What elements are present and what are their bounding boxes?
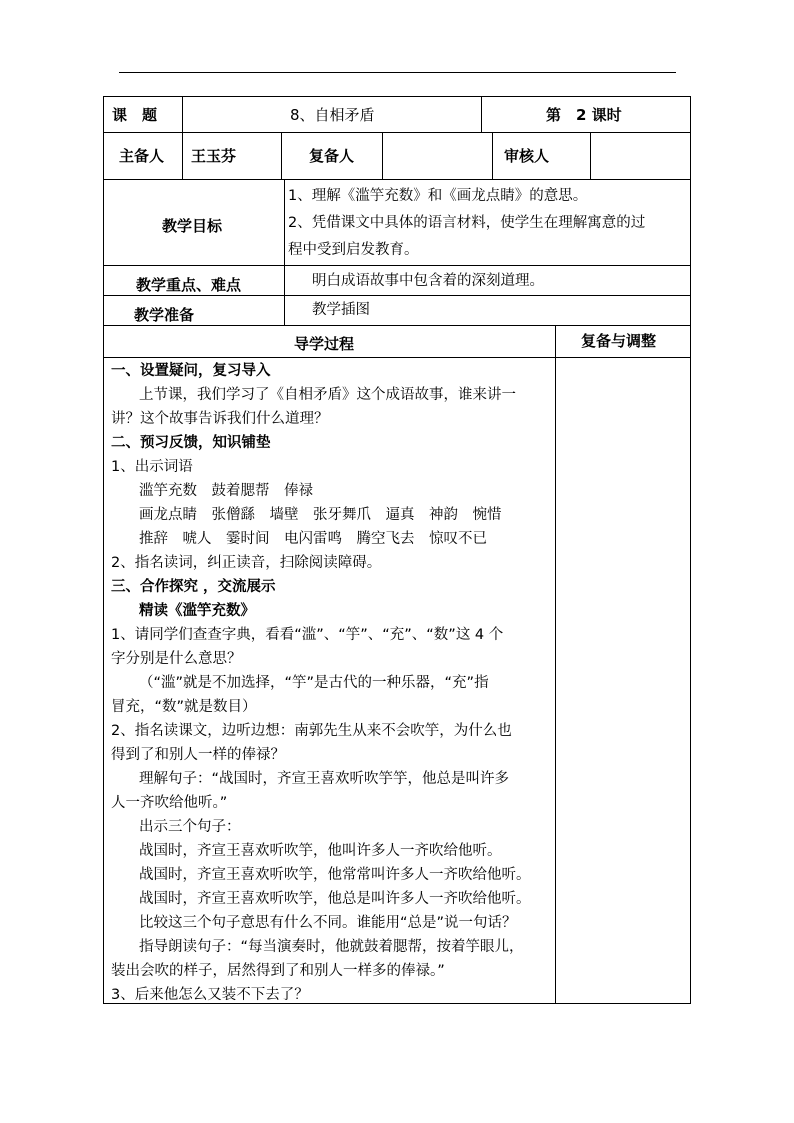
row-divider <box>104 357 690 358</box>
process-line: 战国时，齐宣王喜欢听吹竽，他叫许多人一齐吹给他听。 <box>139 843 502 859</box>
row-divider <box>104 325 690 326</box>
process-line: （“滥”就是不加选择，“竽”是古代的一种乐器，“充”指 <box>139 675 489 691</box>
process-line: 3、后来他怎么又装不下去了？ <box>111 987 309 1003</box>
header-rule <box>119 72 676 73</box>
process-line: 1、出示词语 <box>111 459 193 475</box>
keypoints-text: 明白成语故事中包含着的深刻道理。 <box>312 273 544 289</box>
row-divider <box>104 179 690 180</box>
main-preparer-label: 主备人 <box>119 147 165 165</box>
process-line: 讲？这个故事告诉我们什么道理？ <box>111 411 329 427</box>
row-divider <box>104 295 690 296</box>
process-line: 比较这三个句子意思有什么不同。谁能用“总是”说一句话？ <box>139 915 517 931</box>
objective-item: 2、凭借课文中具体的语言材料，使学生在理解寓意的过 <box>288 215 646 231</box>
process-line: 推辞 唬人 霎时间 电闪雷鸣 腾空飞去 惊叹不已 <box>139 531 487 547</box>
lesson-title: 8、自相矛盾 <box>290 106 375 124</box>
lesson-label: 课 题 <box>112 106 158 124</box>
prep-text: 教学插图 <box>312 302 370 318</box>
process-line: 得到了和别人一样的俸禄？ <box>111 747 285 763</box>
main-preparer-name: 王玉芬 <box>191 147 237 165</box>
keypoints-label: 教学重点、难点 <box>136 276 242 294</box>
col-divider <box>182 132 183 179</box>
process-line: 2、指名读课文，边听边想：南郭先生从来不会吹竽，为什么也 <box>111 723 512 739</box>
co-preparer-label: 复备人 <box>309 147 355 165</box>
process-line: 指导朗读句子：“每当演奏时，他就鼓着腮帮，按着竽眼儿， <box>139 939 524 955</box>
process-line: 装出会吹的样子，居然得到了和别人一样多的俸禄。” <box>111 963 445 979</box>
process-line: 字分别是什么意思？ <box>111 651 242 667</box>
process-line: 人一齐吹给他听。” <box>111 795 228 811</box>
process-body <box>111 359 557 1007</box>
reviewer-label: 审核人 <box>504 147 550 165</box>
col-divider <box>590 132 591 179</box>
process-line: 上节课，我们学习了《自相矛盾》这个成语故事，谁来讲一 <box>139 387 516 403</box>
lesson-plan-table <box>103 96 691 1004</box>
col-divider <box>481 97 482 132</box>
row-divider <box>104 132 690 133</box>
process-header: 导学过程 <box>294 335 355 353</box>
process-line: 2、指名读词，纠正读音，扫除阅读障碍。 <box>111 555 382 571</box>
col-divider <box>492 132 493 179</box>
period-label: 第 2 课时 <box>546 106 622 124</box>
process-line: 理解句子：“战国时，齐宣王喜欢听吹竽竽，他总是叫许多 <box>139 771 510 787</box>
process-line: 1、请同学们查查字典，看看“滥”、“竽”、“充”、“数”这 4 个 <box>111 627 504 643</box>
col-divider <box>281 132 282 179</box>
col-divider <box>284 179 285 325</box>
adjust-header: 复备与调整 <box>581 332 657 350</box>
process-line: 战国时，齐宣王喜欢听吹竽，他总是叫许多人一齐吹给他听。 <box>139 891 531 907</box>
section-heading: 一、设置疑问，复习导入 <box>111 363 271 379</box>
section-heading: 三、合作探究 ，交流展示 <box>111 579 276 595</box>
subsection-heading: 精读《滥竽充数》 <box>139 603 255 619</box>
col-divider <box>182 97 183 132</box>
prep-label: 教学准备 <box>134 306 195 324</box>
process-line: 滥竽充数 鼓着腮帮 俸禄 <box>139 483 313 499</box>
section-heading: 二、预习反馈，知识铺垫 <box>111 435 271 451</box>
process-line: 画龙点睛 张僧繇 墙壁 张牙舞爪 逼真 神韵 惋惜 <box>139 507 502 523</box>
process-line: 战国时，齐宣王喜欢听吹竽，他常常叫许多人一齐吹给他听。 <box>139 867 531 883</box>
col-divider <box>382 132 383 179</box>
objectives-label: 教学目标 <box>162 217 223 235</box>
row-divider <box>104 265 690 266</box>
process-line: 出示三个句子： <box>139 819 241 835</box>
objective-item: 程中受到启发教育。 <box>288 242 419 258</box>
objective-item: 1、理解《滥竽充数》和《画龙点睛》的意思。 <box>288 188 588 204</box>
process-line: 冒充，“数”就是数目） <box>111 699 257 715</box>
